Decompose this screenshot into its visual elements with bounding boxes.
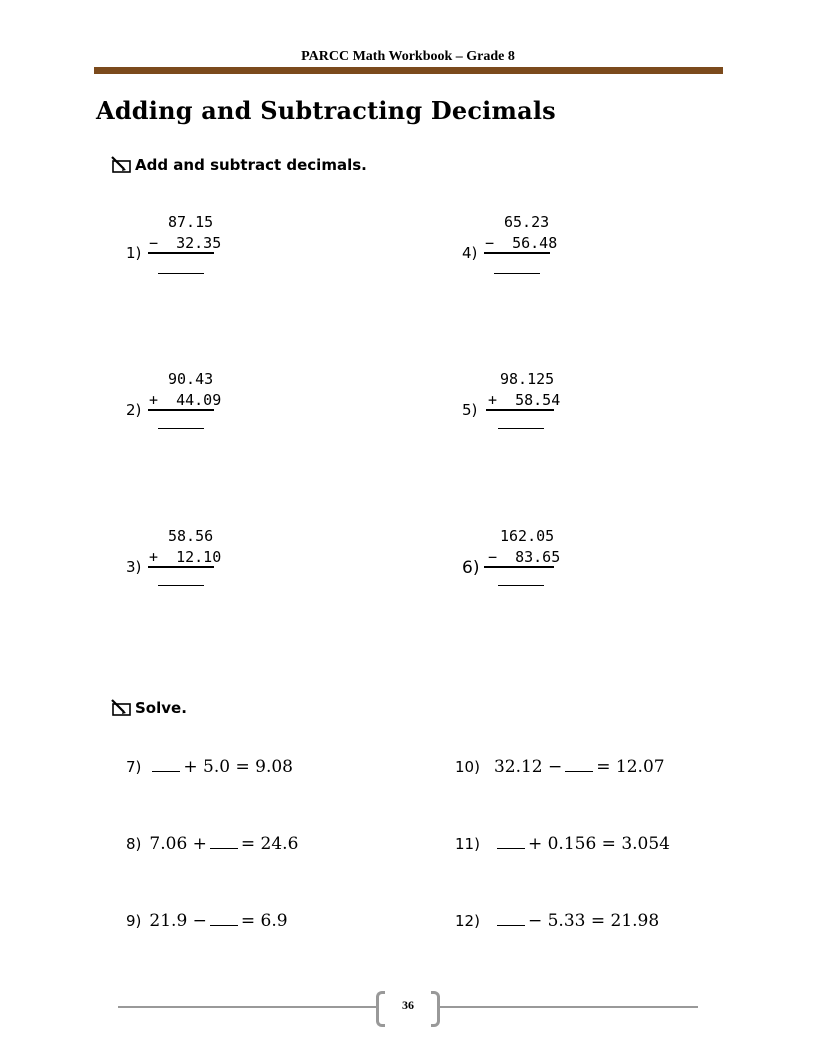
answer-rule [148,252,214,254]
equation-left: 7.06 + [149,834,207,854]
problem-bottom-operand: + 12.10 [149,548,222,566]
header-rule [94,67,723,74]
answer-blank [565,770,593,772]
problem-bottom-operand: − 83.65 [488,548,561,566]
equation-right: + 0.156 = 3.054 [527,834,670,854]
problem-top-operand: 90.43 [168,370,214,388]
equation-number: 12) [455,912,480,930]
section-heading-solve [110,698,187,718]
problem-top-operand: 98.125 [500,370,555,388]
equation-right: + 5.0 = 9.08 [183,757,293,777]
equation-7 [126,757,293,777]
equation-number: 7) [126,758,142,776]
problem-number: 6) [462,558,480,578]
answer-blank [210,847,238,849]
answer-blank [497,847,525,849]
equation-9 [126,911,288,931]
page-title: Adding and Subtracting Decimals [96,96,556,125]
equation-left: 32.12 − [493,757,563,777]
header-title: PARCC Math Workbook – Grade 8 [301,49,515,64]
equation-right: = 24.6 [240,834,299,854]
answer-rule [486,409,554,411]
page-number: 36 [402,998,414,1012]
answer-blank [158,428,204,429]
problem-number: 2) [126,401,142,419]
answer-blank [152,770,180,772]
equation-right: − 5.33 = 21.98 [527,911,660,931]
problem-top-operand: 87.15 [168,213,214,231]
footer-rule-right [440,1006,698,1008]
answer-blank [498,585,544,586]
section-heading-add-subtract [110,155,367,175]
answer-blank [494,273,540,274]
equation-number: 8) [126,835,142,853]
answer-rule [148,409,214,411]
problem-bottom-operand: − 56.48 [485,234,558,252]
equation-number: 10) [455,758,480,776]
problem-number: 1) [126,244,142,262]
equation-right: = 12.07 [596,757,665,777]
equation-number: 11) [455,835,480,853]
answer-blank [498,428,544,429]
section-label: Solve. [135,699,187,717]
page-number-bracket-right [431,991,440,1027]
problem-number: 5) [462,401,478,419]
answer-rule [148,566,214,568]
equation-left: 21.9 − [149,911,207,931]
answer-blank [210,924,238,926]
page-number-bracket-left [376,991,385,1027]
answer-rule [484,566,554,568]
answer-blank [158,273,204,274]
equation-number: 9) [126,912,142,930]
answer-rule [484,252,550,254]
equation-right: = 6.9 [240,911,288,931]
pencil-icon [110,155,134,175]
answer-blank [158,585,204,586]
problem-top-operand: 65.23 [504,213,550,231]
equation-8 [126,834,298,854]
section-label: Add and subtract decimals. [135,156,367,174]
footer-rule-left [118,1006,376,1008]
problem-number: 3) [126,558,142,576]
pencil-icon [110,698,134,718]
equation-11 [455,834,670,854]
problem-bottom-operand: + 44.09 [149,391,222,409]
problem-top-operand: 58.56 [168,527,214,545]
problem-top-operand: 162.05 [500,527,555,545]
problem-bottom-operand: − 32.35 [149,234,222,252]
equation-12 [455,911,659,931]
equation-10 [455,757,665,777]
problem-number: 4) [462,244,478,262]
problem-bottom-operand: + 58.54 [488,391,561,409]
answer-blank [497,924,525,926]
